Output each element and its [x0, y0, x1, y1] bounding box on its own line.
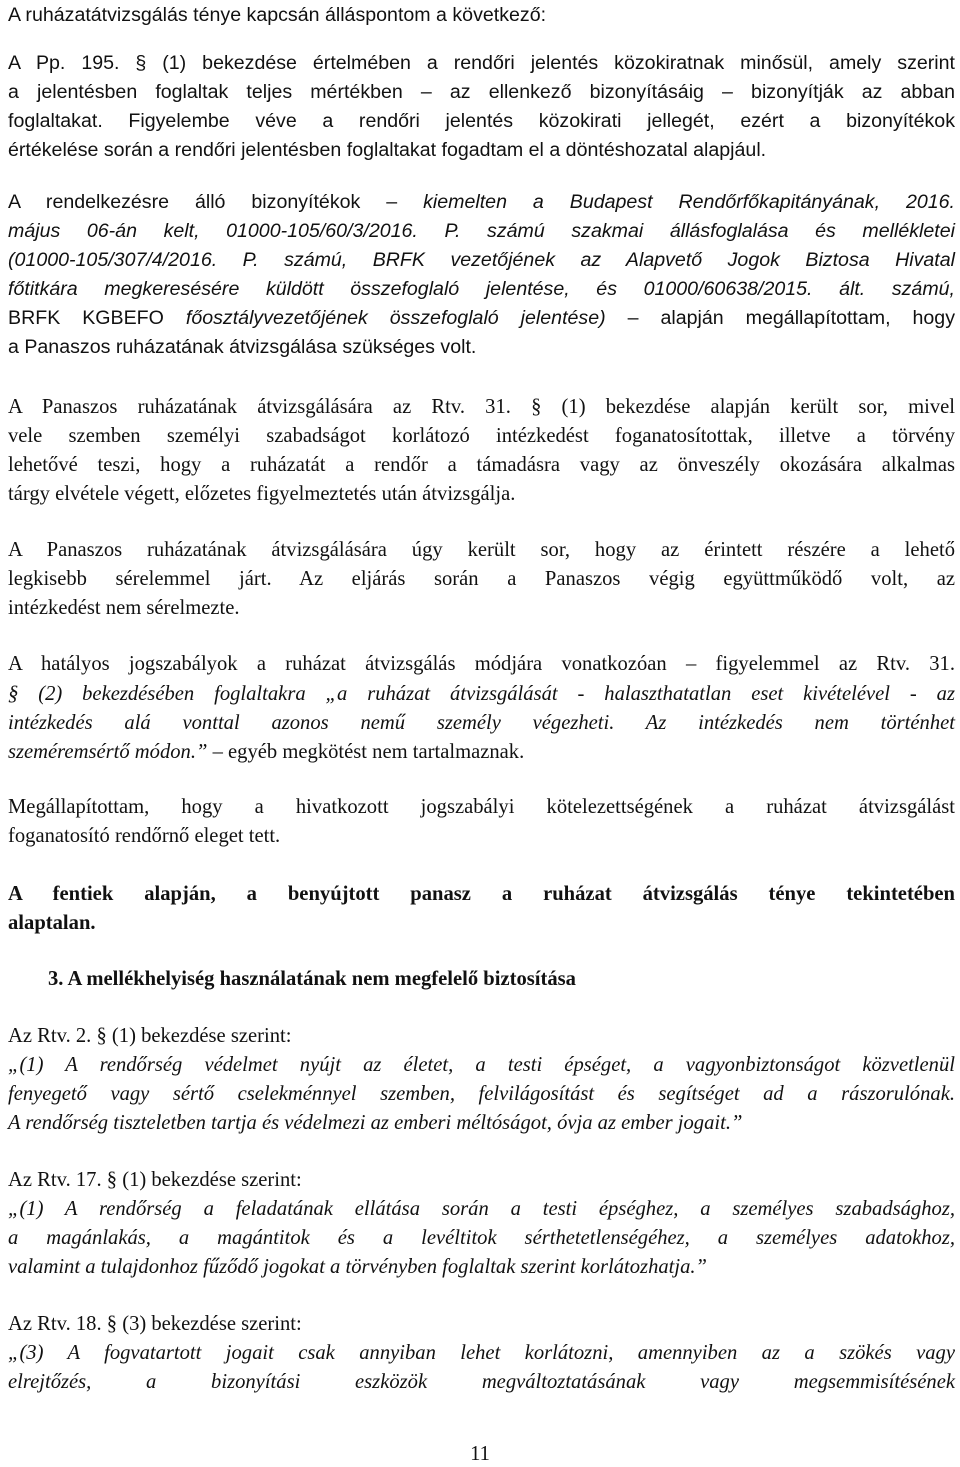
- paragraph-rtv31-line-3: lehetővé teszi, hogy a ruházatát a rendőr a támadásra vagy az önveszély okozására alkalmas: [8, 454, 955, 476]
- paragraph-conduct-line-1: A Panaszos ruházatának átvizsgálására úgy került sor, hogy az érintett részére a lehető: [8, 539, 955, 561]
- paragraph-rtv31-line-4: tárgy elvétele végett, előzetes figyelmeztetés után átvizsgálja.: [8, 483, 516, 505]
- rtv2-quote-line-1: „(1) A rendőrség védelmet nyújt az életet, a testi épséget, a vagyonbiztonságot közvetlenül: [8, 1054, 955, 1076]
- law-text: – egyéb megkötést nem tartalmaznak.: [207, 741, 525, 763]
- paragraph-evidence-line-3: (01000-105/307/4/2016. P. számú, BRFK vezetőjének az Alapvető Jogok Biztosa Hivatal: [8, 249, 955, 271]
- conclusion-line-1: A fentiek alapján, a benyújtott panasz a ruházat átvizsgálás ténye tekintetében: [8, 883, 955, 905]
- rtv18-quote-line-2: elrejtőzés, a bizonyítási eszközök megváltoztatásának vagy megsemmisítésének: [8, 1371, 955, 1393]
- evidence-text: BRFK KGBEFO: [8, 307, 186, 329]
- section-heading: 3. A mellékhelyiség használatának nem megfelelő biztosítása: [48, 968, 576, 990]
- paragraph-pp-line-1: A Pp. 195. § (1) bekezdése értelmében a rendőri jelentés közokiratnak minősül, amely szerint: [8, 52, 955, 74]
- paragraph-finding-line-2: foganatosító rendőrnő eleget tett.: [8, 825, 281, 847]
- paragraph-law-line-1: A hatályos jogszabályok a ruházat átvizsgálás módjára vonatkozóan – figyelemmel az Rtv. 31.: [8, 653, 955, 675]
- rtv2-quote-line-3: A rendőrség tiszteletben tartja és védelmezi az emberi méltóságot, óvja az ember jogait.”: [8, 1112, 743, 1134]
- paragraph-law-line-3: intézkedés alá vonttal azonos nemű személy végezheti. Az intézkedés nem történhet: [8, 712, 955, 734]
- rtv17-intro: Az Rtv. 17. § (1) bekezdése szerint:: [8, 1169, 302, 1191]
- paragraph-rtv31-line-2: vele szemben személyi szabadságot korlátozó intézkedést foganatosítottak, illetve a törvény: [8, 425, 955, 447]
- rtv17-quote-line-3: valamint a tulajdonhoz fűződő jogokat a törvényben foglaltak szerint korlátozhatja.”: [8, 1256, 708, 1278]
- paragraph-conduct-line-3: intézkedést nem sérelmezte.: [8, 597, 240, 619]
- paragraph-pp-line-4: értékelése során a rendőri jelentésben foglaltakat fogadtam el a döntéshozatal alapjául.: [8, 139, 767, 161]
- evidence-text: A rendelkezésre álló bizonyítékok –: [8, 191, 424, 213]
- rtv17-quote-line-1: „(1) A rendőrség a feladatának ellátása során a testi épséghez, a személyes szabadsághoz,: [8, 1198, 955, 1220]
- rtv2-intro: Az Rtv. 2. § (1) bekezdése szerint:: [8, 1025, 292, 1047]
- paragraph-law-line-2: § (2) bekezdésében foglaltakra „a ruházat átvizsgálását - halaszthatatlan eset kivételével - az: [8, 683, 955, 705]
- rtv17-quote-line-2: a magánlakás, a magántitok és a levéltitok sérthetetlenségéhez, a személyes adatokhoz,: [8, 1227, 955, 1249]
- paragraph-evidence-line-2: május 06-án kelt, 01000-105/60/3/2016. P. számú szakmai állásfoglalása és mellékletei: [8, 220, 955, 242]
- law-quote-end: szeméremsértő módon.”: [8, 741, 208, 763]
- paragraph-rtv31-line-1: A Panaszos ruházatának átvizsgálására az Rtv. 31. § (1) bekezdése alapján került sor, mivel: [8, 396, 955, 418]
- page-number: 11: [470, 1443, 490, 1465]
- conclusion-line-2: alaptalan.: [8, 912, 96, 934]
- rtv18-quote-line-1: „(3) A fogvatartott jogait csak annyiban lehet korlátozni, amennyiben az a szökés vagy: [8, 1342, 955, 1364]
- paragraph-pp-line-3: foglaltakat. Figyelembe véve a rendőri jelentés közokirati jellegét, ezért a bizonyítékok: [8, 110, 955, 132]
- rtv18-intro: Az Rtv. 18. § (3) bekezdése szerint:: [8, 1313, 302, 1335]
- paragraph-finding-line-1: Megállapítottam, hogy a hivatkozott jogszabályi kötelezettségének a ruházat átvizsgálást: [8, 796, 955, 818]
- paragraph-evidence-line-1: [8, 188, 955, 216]
- evidence-text: – alapján megállapítottam, hogy: [605, 307, 955, 329]
- paragraph-conduct-line-2: legkisebb sérelemmel járt. Az eljárás során a Panaszos végig együttműködő volt, az: [8, 568, 955, 590]
- evidence-citation: főosztályvezetőjének összefoglaló jelentése): [185, 307, 606, 329]
- paragraph-pp-line-2: a jelentésben foglaltak teljes mértékben – az ellenkező bizonyításáig – bizonyítják az abban: [8, 81, 955, 103]
- intro-sentence: A ruházatátvizsgálás ténye kapcsán álláspontom a következő:: [8, 4, 547, 26]
- paragraph-evidence-line-4: főtitkára megkeresésére küldött összefoglaló jelentése, és 01000/60638/2015. ált. számú,: [8, 278, 955, 300]
- paragraph-law-line-4: [8, 738, 955, 766]
- rtv2-quote-line-2: fenyegető vagy sértő cselekménnyel szemben, felvilágosítást és segítséget ad a rászorulónak.: [8, 1083, 955, 1105]
- evidence-citation: kiemelten a Budapest Rendőrfőkapitányának, 2016.: [423, 191, 955, 213]
- paragraph-evidence-line-6: a Panaszos ruházatának átvizsgálása szükséges volt.: [8, 336, 477, 358]
- paragraph-evidence-line-5: [8, 304, 955, 332]
